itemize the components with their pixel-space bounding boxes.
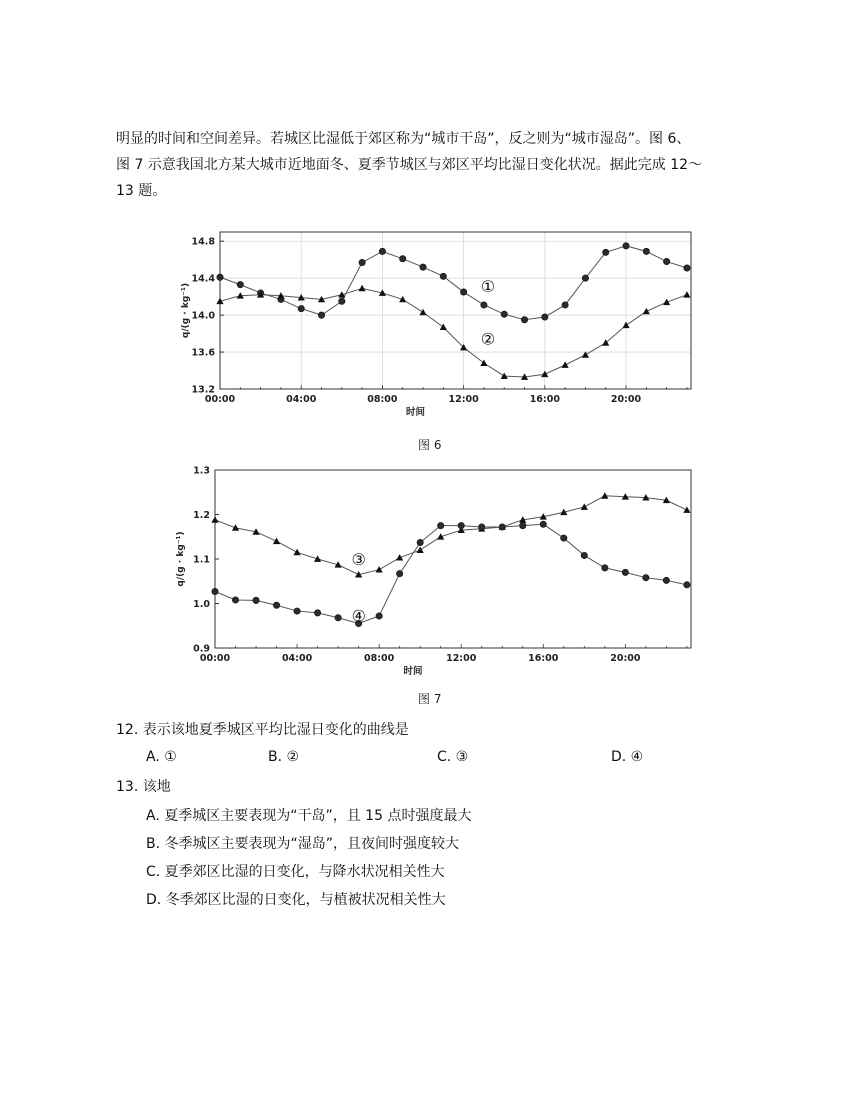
data-point-circle (540, 521, 546, 527)
data-point-circle (663, 577, 669, 583)
intro-line-3: 13 题。 (116, 183, 167, 199)
y-tick-label: 1.0 (193, 599, 210, 610)
data-point-circle (420, 264, 426, 270)
figure-6-chart (170, 218, 700, 430)
data-point-circle (481, 302, 487, 308)
data-point-triangle (376, 566, 383, 572)
data-point-circle (643, 248, 649, 254)
data-point-circle (237, 281, 243, 287)
data-point-triangle (273, 538, 280, 544)
data-point-circle (561, 535, 567, 541)
x-tick-label: 12:00 (446, 653, 477, 664)
x-tick-label: 16:00 (529, 394, 560, 405)
data-point-circle (273, 602, 279, 608)
series-label-2: ④ (351, 606, 366, 626)
data-point-circle (521, 317, 527, 323)
data-point-circle (499, 524, 505, 530)
y-tick-label: 1.3 (193, 465, 210, 477)
data-point-circle (562, 302, 568, 308)
data-point-circle (542, 314, 548, 320)
y-axis-label: q/(g · kg⁻¹) (176, 531, 186, 587)
figure-6-caption: 图 6 (418, 438, 442, 452)
data-point-triangle (417, 547, 424, 553)
data-point-circle (396, 570, 402, 576)
data-point-triangle (643, 308, 650, 314)
data-point-circle (582, 275, 588, 281)
data-point-circle (460, 289, 466, 295)
intro-line-2: 图 7 示意我国北方某大城市近地面冬、夏季节城区与郊区平均比湿日变化状况。据此完成 12～ (116, 157, 703, 173)
data-point-circle (294, 608, 300, 614)
x-tick-label: 00:00 (204, 394, 236, 405)
x-tick-label: 04:00 (281, 653, 313, 664)
y-axis-label: q/(g · kg⁻¹) (181, 282, 191, 339)
data-point-circle (298, 305, 304, 311)
y-tick-label: 1.2 (193, 510, 210, 521)
data-point-triangle (293, 549, 300, 555)
question-12-option-b: B. ② (268, 749, 300, 765)
data-point-circle (314, 610, 320, 616)
data-point-circle (417, 539, 423, 545)
data-point-triangle (683, 506, 690, 512)
data-point-triangle (211, 516, 218, 522)
data-point-circle (603, 249, 609, 255)
plot-frame (220, 232, 691, 389)
x-tick-label: 04:00 (286, 394, 317, 405)
data-point-circle (643, 574, 649, 580)
data-point-triangle (480, 360, 487, 366)
y-tick-label: 1.1 (193, 554, 210, 566)
data-point-triangle (359, 285, 366, 291)
data-point-triangle (419, 309, 426, 315)
x-tick-label: 20:00 (610, 394, 642, 405)
series-line-2 (220, 288, 687, 377)
series-line-1 (220, 246, 687, 320)
x-tick-label: 12:00 (448, 394, 479, 405)
data-point-triangle (232, 524, 239, 530)
x-tick-label: 20:00 (610, 653, 641, 664)
y-tick-label: 14.0 (191, 310, 215, 322)
x-tick-label: 08:00 (364, 653, 395, 664)
data-point-circle (440, 273, 446, 279)
data-point-triangle (396, 554, 403, 560)
data-point-circle (684, 265, 690, 271)
data-point-triangle (663, 299, 670, 305)
y-tick-label: 14.8 (191, 236, 215, 248)
data-point-circle (622, 569, 628, 575)
data-point-circle (437, 522, 443, 528)
data-point-triangle (541, 371, 548, 377)
data-point-circle (581, 552, 587, 558)
question-12-stem: 12. 表示该地夏季城区平均比湿日变化的曲线是 (116, 722, 409, 738)
data-point-circle (335, 615, 341, 621)
x-tick-label: 16:00 (528, 653, 559, 664)
data-point-triangle (683, 291, 690, 297)
y-tick-label: 13.6 (191, 347, 215, 359)
data-point-circle (400, 256, 406, 262)
question-13-option-d: D. 冬季郊区比湿的日变化，与植被状况相关性大 (146, 892, 446, 908)
data-point-circle (602, 565, 608, 571)
data-point-triangle (622, 322, 629, 328)
data-point-circle (501, 311, 507, 317)
question-13-option-b: B. 冬季城区主要表现为“湿岛”，且夜间时强度较大 (146, 836, 460, 852)
data-point-circle (212, 588, 218, 594)
data-point-circle (379, 248, 385, 254)
data-point-circle (376, 613, 382, 619)
data-point-circle (684, 582, 690, 588)
data-point-circle (359, 259, 365, 265)
data-point-circle (232, 597, 238, 603)
intro-line-1: 明显的时间和空间差异。若城区比湿低于郊区称为“城市干岛”，反之则为“城市湿岛”。图 6、 (116, 131, 691, 147)
data-point-triangle (562, 361, 569, 367)
data-point-circle (339, 298, 345, 304)
series-label-2: ② (480, 329, 496, 349)
x-tick-label: 00:00 (199, 653, 231, 664)
data-point-circle (318, 312, 324, 318)
data-point-triangle (440, 324, 447, 330)
intro-paragraph (116, 126, 756, 204)
x-axis-label: 时间 (405, 407, 426, 418)
y-tick-label: 14.4 (191, 273, 215, 285)
question-13-option-c: C. 夏季郊区比湿的日变化，与降水状况相关性大 (146, 864, 445, 880)
x-tick-label: 08:00 (367, 394, 398, 405)
question-13-option-a: A. 夏季城区主要表现为“干岛”，且 15 点时强度最大 (146, 808, 472, 824)
question-12-option-d: D. ④ (611, 749, 644, 765)
figure-7-caption: 图 7 (418, 692, 442, 706)
y-tick-label: 0.9 (193, 643, 210, 655)
question-12-option-c: C. ③ (437, 749, 469, 765)
series-label-1: ① (480, 277, 496, 297)
data-point-triangle (581, 503, 588, 509)
figure-7-chart (170, 462, 700, 692)
series-label-1: ③ (351, 550, 366, 570)
y-tick-label: 13.2 (191, 384, 215, 396)
series-line-1 (215, 496, 687, 575)
question-12-option-a: A. ① (146, 749, 177, 765)
x-axis-label: 时间 (403, 666, 423, 677)
series-line-2 (215, 524, 687, 626)
data-point-circle (479, 524, 485, 530)
question-13-stem: 13. 该地 (116, 779, 171, 795)
data-point-circle (663, 258, 669, 264)
data-point-circle (217, 274, 223, 280)
data-point-circle (520, 522, 526, 528)
data-point-circle (253, 597, 259, 603)
data-point-circle (623, 243, 629, 249)
data-point-circle (458, 522, 464, 528)
